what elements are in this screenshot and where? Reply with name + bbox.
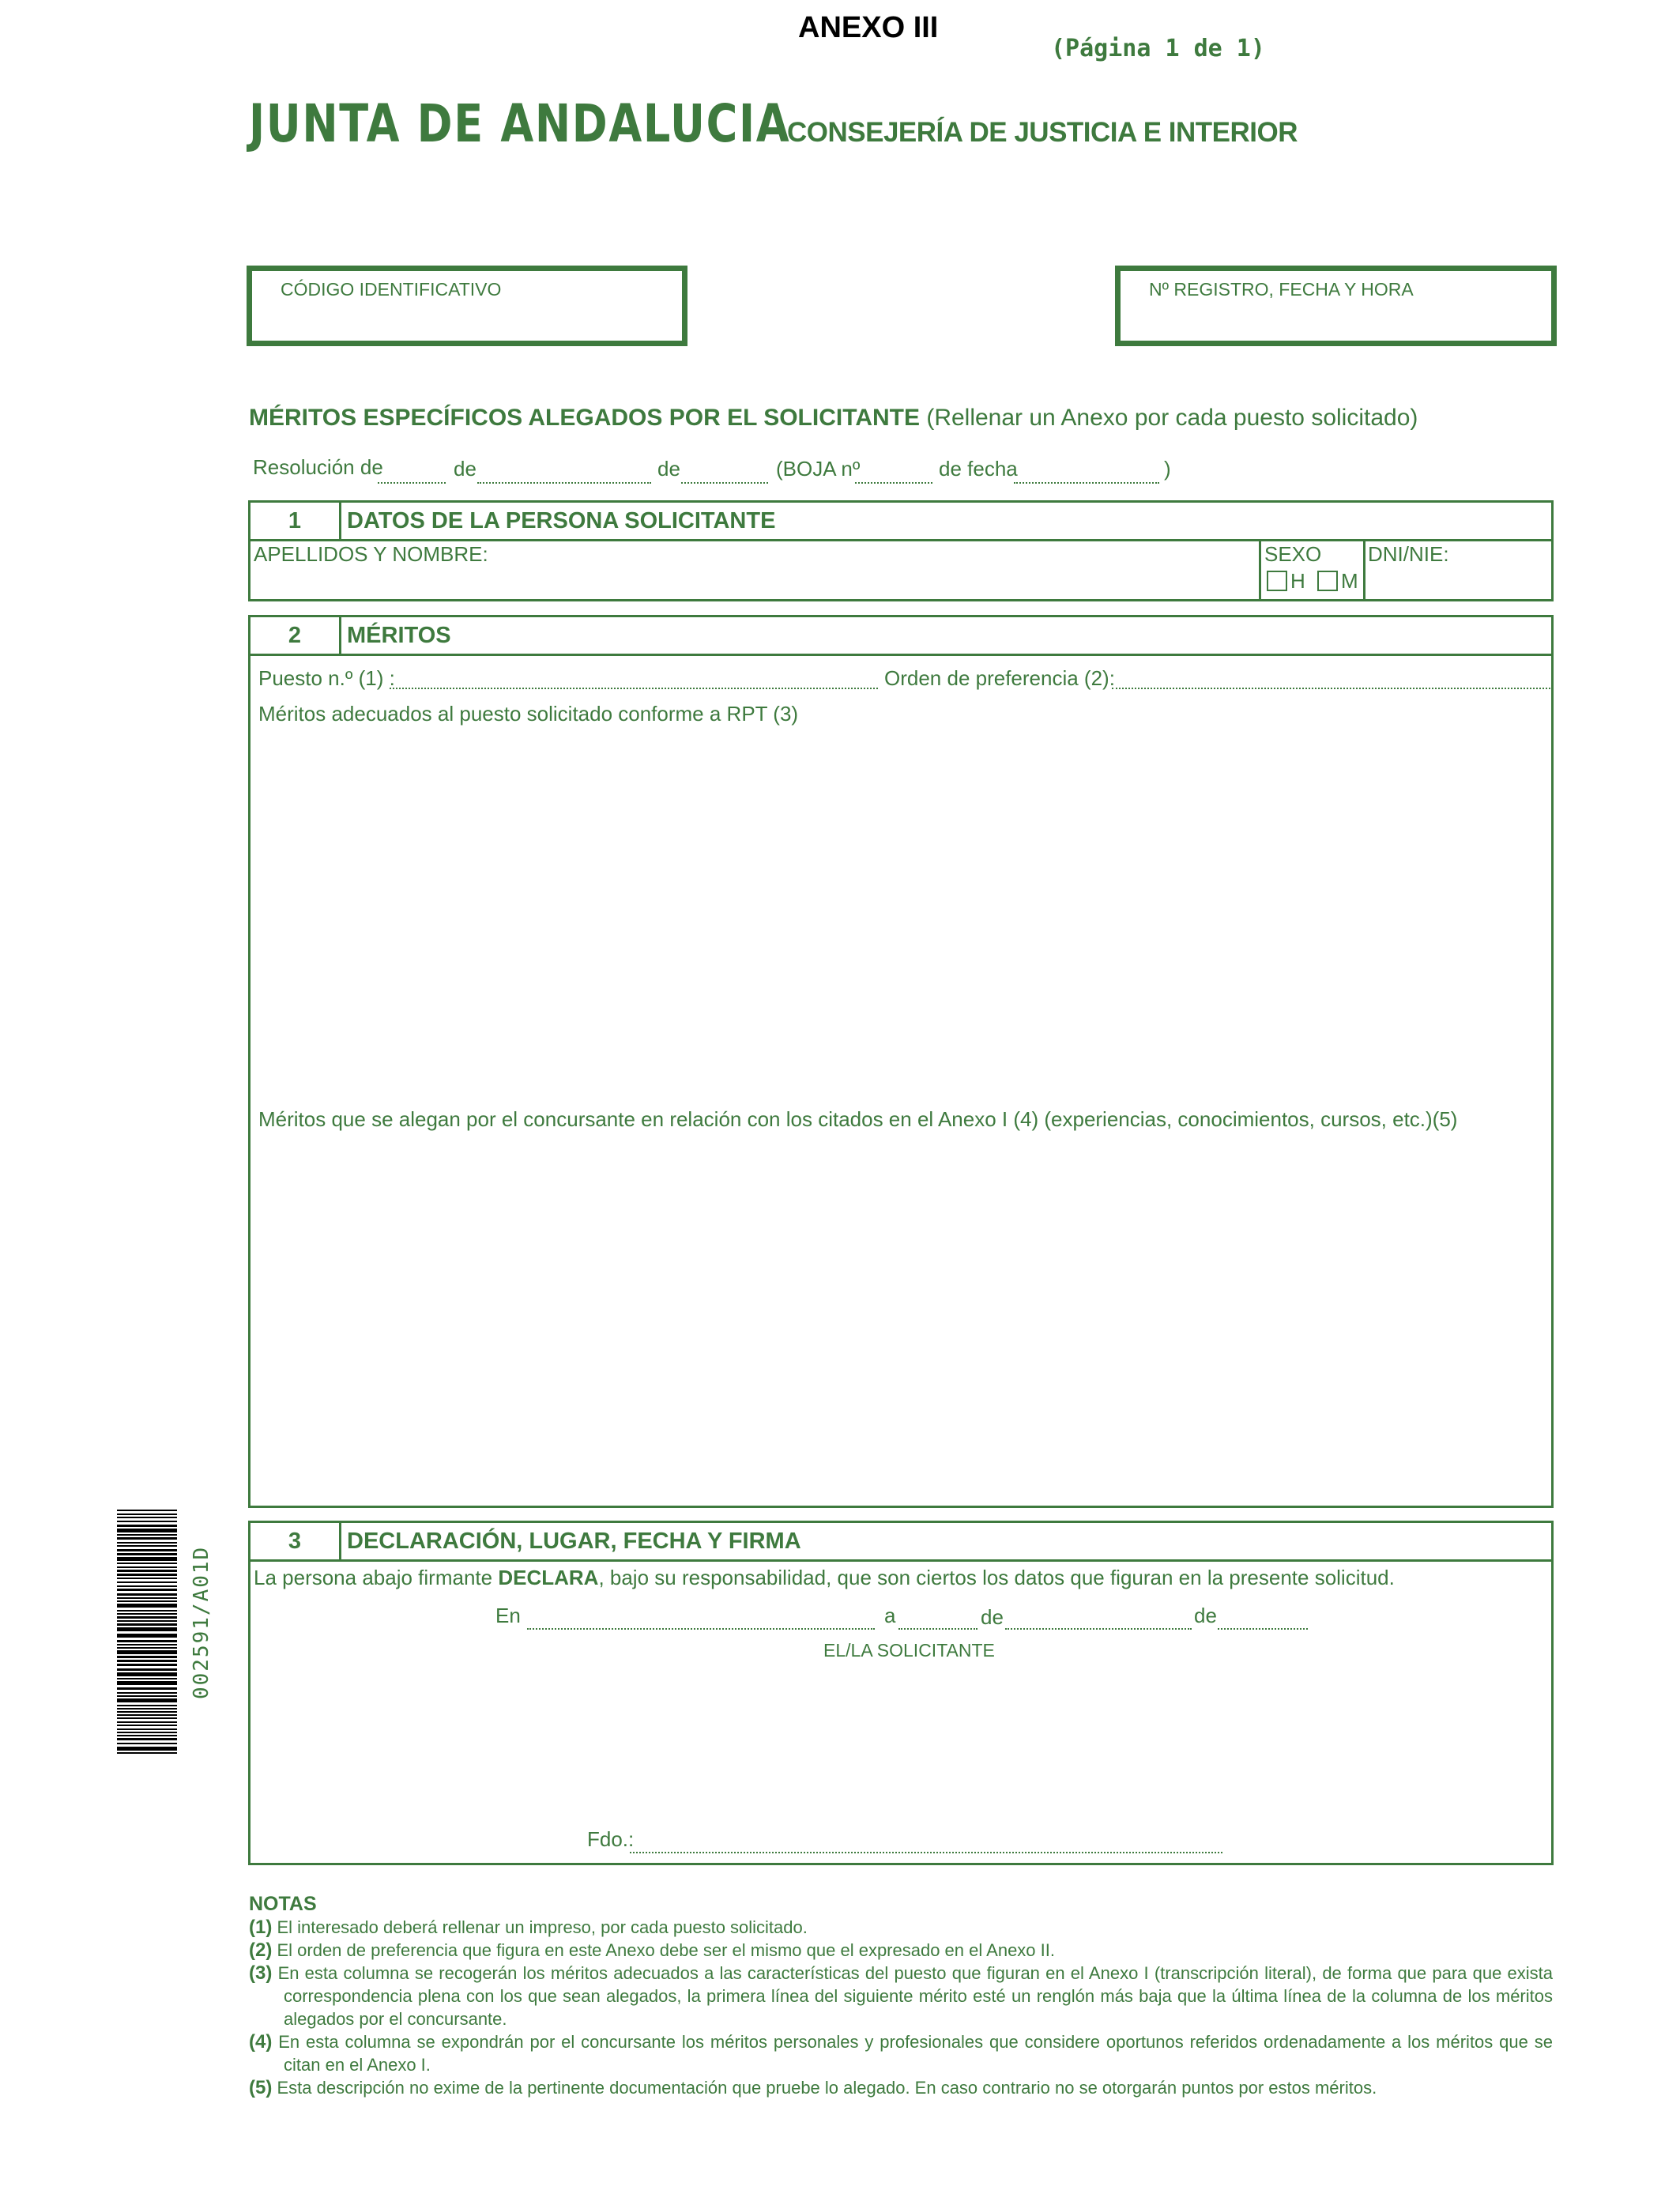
puesto-label: Puesto n.º (1) : bbox=[258, 666, 395, 690]
solicitante-label: EL/LA SOLICITANTE bbox=[823, 1640, 995, 1661]
meritos-alegan-label: Méritos que se alegan por el concursante en relación con los citados en el Anexo I (4) (experiencias, conocimientos, cursos, etc.)(5) bbox=[258, 1107, 1458, 1131]
note-text: El orden de preferencia que figura en este Anexo debe ser el mismo que el expresado en el Anexo II. bbox=[277, 1940, 1055, 1960]
resolucion-field-1[interactable] bbox=[378, 482, 446, 484]
resolucion-de-2: de bbox=[657, 457, 680, 481]
declaracion-post: , bajo su responsabilidad, que son ciertos los datos que figuran en la presente solicitud. bbox=[598, 1566, 1395, 1589]
declaracion-text bbox=[254, 1566, 1395, 1590]
note-text: En esta columna se recogerán los méritos adecuados a las características del puesto que figuran en el Anexo I (transcripción literal), de forma que para que exista correspondencia plena con los que sean alegados, la primera línea del siguiente mérito esté un renglón más baja que la última línea de la columna de los méritos alegados por el concursante. bbox=[277, 1963, 1553, 2029]
note-text: El interesado deberá rellenar un impreso, por cada puesto solicitado. bbox=[277, 1917, 808, 1937]
sexo-m-label: M bbox=[1341, 569, 1358, 593]
note-number: (5) bbox=[249, 2077, 273, 2098]
resolucion-label: Resolución de bbox=[253, 455, 383, 479]
notes-heading: NOTAS bbox=[249, 1893, 317, 1915]
orden-field[interactable] bbox=[1112, 688, 1550, 689]
meritos-adecuados-label: Méritos adecuados al puesto solicitado conforme a RPT (3) bbox=[258, 702, 799, 726]
resolucion-de-1: de bbox=[454, 457, 477, 481]
form-title-bold: MÉRITOS ESPECÍFICOS ALEGADOS POR EL SOLICITANTE bbox=[249, 405, 920, 431]
page-counter: (Página 1 de 1) bbox=[1051, 35, 1265, 62]
divider-dni bbox=[1363, 539, 1365, 601]
note-item bbox=[249, 2030, 1553, 2076]
section-1-header bbox=[250, 503, 1551, 541]
note-number: (4) bbox=[249, 2031, 273, 2053]
note-text: En esta columna se expondrán por el concursante los méritos personales y profesionales que considere oportunos referidos ordenadamente a los méritos que se citan en el Anexo I. bbox=[278, 2032, 1553, 2075]
note-item bbox=[249, 2076, 1553, 2099]
barcode-text: 002591/A01D bbox=[190, 1545, 213, 1699]
codigo-label: CÓDIGO IDENTIFICATIVO bbox=[281, 279, 502, 300]
meritos-adecuados-area[interactable] bbox=[255, 732, 1546, 1088]
section-1-number: 1 bbox=[250, 503, 341, 539]
declaracion-pre: La persona abajo firmante bbox=[254, 1566, 493, 1589]
sexo-m-checkbox[interactable] bbox=[1317, 571, 1338, 591]
section-declaracion bbox=[248, 1521, 1554, 1865]
mes-field[interactable] bbox=[1005, 1628, 1192, 1630]
declaracion-bold: DECLARA bbox=[498, 1566, 599, 1589]
sexo-h-label: H bbox=[1290, 569, 1305, 593]
fecha-de-label-1: de bbox=[981, 1605, 1004, 1629]
section-3-title: DECLARACIÓN, LUGAR, FECHA Y FIRMA bbox=[347, 1529, 801, 1554]
barcode-icon bbox=[117, 1510, 177, 1755]
registro-box[interactable] bbox=[1115, 266, 1557, 346]
note-item bbox=[249, 1962, 1553, 2030]
dni-label: DNI/NIE: bbox=[1368, 542, 1449, 566]
sexo-label: SEXO bbox=[1264, 542, 1322, 566]
fecha-de-label-2: de bbox=[1194, 1604, 1217, 1627]
lugar-en-label: En bbox=[495, 1604, 521, 1627]
section-datos-solicitante bbox=[248, 500, 1554, 601]
puesto-field[interactable] bbox=[390, 688, 878, 689]
note-item bbox=[249, 1916, 1553, 1939]
apellidos-label: APELLIDOS Y NOMBRE: bbox=[254, 542, 488, 566]
orden-label: Orden de preferencia (2): bbox=[884, 666, 1115, 690]
firma-area[interactable] bbox=[409, 1673, 1396, 1808]
resolucion-field-fecha[interactable] bbox=[1014, 482, 1159, 484]
department-name: CONSEJERÍA DE JUSTICIA E INTERIOR bbox=[787, 117, 1298, 148]
dni-field[interactable] bbox=[1368, 567, 1550, 599]
dia-field[interactable] bbox=[898, 1628, 977, 1630]
anio-field[interactable] bbox=[1218, 1628, 1308, 1630]
codigo-identificativo-box[interactable] bbox=[247, 266, 687, 346]
notes bbox=[249, 1893, 1553, 2099]
resolucion-boja: (BOJA nº bbox=[776, 457, 861, 481]
organization-logo: JUNTA DE ANDALUCIA bbox=[249, 93, 791, 154]
section-3-number: 3 bbox=[250, 1523, 341, 1559]
meritos-alegan-area[interactable] bbox=[255, 1139, 1546, 1502]
note-text: Esta descripción no exime de la pertinente documentación que pruebe lo alegado. En caso contrario no se otorgarán puntos por estos méritos. bbox=[277, 2078, 1377, 2098]
sexo-h-checkbox[interactable] bbox=[1267, 571, 1287, 591]
section-1-title: DATOS DE LA PERSONA SOLICITANTE bbox=[347, 508, 776, 533]
lugar-field[interactable] bbox=[527, 1628, 875, 1630]
note-number: (2) bbox=[249, 1940, 273, 1961]
fdo-label: Fdo.: bbox=[587, 1827, 635, 1851]
resolucion-fecha: de fecha bbox=[939, 457, 1018, 481]
resolucion-close: ) bbox=[1164, 457, 1171, 481]
resolucion-field-3[interactable] bbox=[681, 482, 768, 484]
resolucion-field-2[interactable] bbox=[477, 482, 651, 484]
section-2-number: 2 bbox=[250, 617, 341, 654]
resolucion-field-boja[interactable] bbox=[855, 482, 932, 484]
annex-title: ANEXO III bbox=[798, 11, 939, 44]
form-title bbox=[249, 405, 1418, 432]
section-2-header bbox=[250, 617, 1551, 656]
registro-label: Nº REGISTRO, FECHA Y HORA bbox=[1149, 279, 1414, 300]
section-2-title: MÉRITOS bbox=[347, 623, 451, 648]
note-number: (1) bbox=[249, 1917, 273, 1938]
fdo-field[interactable] bbox=[630, 1852, 1222, 1853]
note-item bbox=[249, 1939, 1553, 1962]
section-3-header bbox=[250, 1523, 1551, 1562]
section-meritos bbox=[248, 615, 1554, 1508]
fecha-a-label: a bbox=[884, 1604, 896, 1627]
form-title-note: (Rellenar un Anexo por cada puesto solicitado) bbox=[926, 405, 1418, 431]
divider-sexo bbox=[1259, 539, 1261, 601]
apellidos-field[interactable] bbox=[250, 539, 1254, 599]
note-number: (3) bbox=[249, 1962, 273, 1984]
